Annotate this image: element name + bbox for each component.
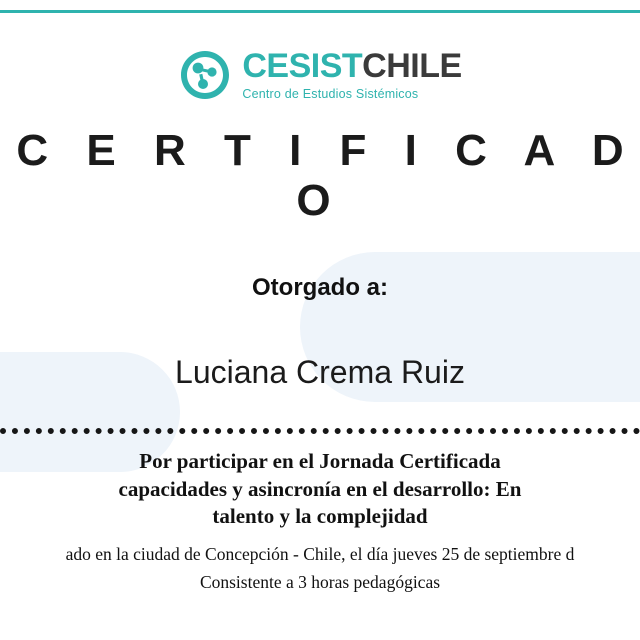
page-title: C E R T I F I C A D O bbox=[16, 126, 637, 225]
logo-block bbox=[0, 48, 640, 102]
logo-wordmark bbox=[242, 49, 461, 101]
cesist-logo-icon bbox=[178, 48, 232, 102]
reason-line-1: Por participar en el Jornada Certificada bbox=[139, 449, 501, 473]
certificate-body bbox=[0, 448, 640, 594]
dotted-divider bbox=[0, 428, 640, 434]
reason-line-2: capacidades y asincronía en el desarrollo: En bbox=[118, 476, 522, 501]
place-date-line: ado en la ciudad de Concepción - Chile, el día jueves 25 de septiembre d bbox=[65, 544, 575, 565]
hours-line: Consistente a 3 horas pedagógicas bbox=[199, 571, 441, 592]
logo-title bbox=[242, 47, 462, 86]
awarded-label: Otorgado a: bbox=[252, 274, 388, 301]
recipient-name: Luciana Crema Ruiz bbox=[175, 354, 465, 390]
reason-line-3: talento y la complejidad bbox=[212, 504, 428, 529]
logo-title-chile: CHILE bbox=[362, 47, 462, 86]
logo-tagline: Centro de Estudios Sistémicos bbox=[242, 87, 419, 102]
logo-title-cesist: CESIST bbox=[242, 47, 363, 86]
